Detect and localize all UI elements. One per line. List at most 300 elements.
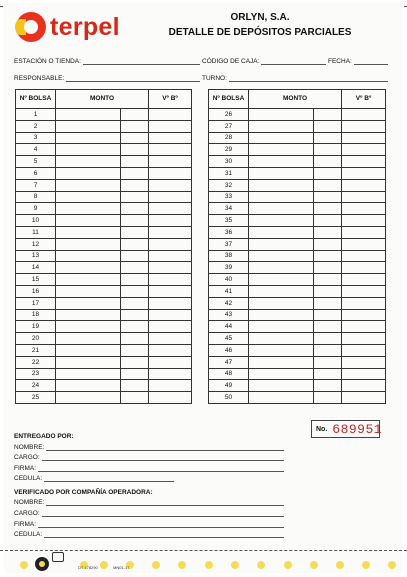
monto-cents-cell[interactable] — [121, 250, 149, 262]
vb-cell[interactable] — [342, 321, 386, 333]
table-row — [209, 368, 386, 380]
bolsa-number: 8 — [16, 191, 56, 203]
monto-cents-cell[interactable] — [314, 392, 342, 404]
binding-hole — [284, 561, 292, 569]
bolsa-number: 18 — [16, 309, 56, 321]
monto-cents-cell[interactable] — [314, 191, 342, 203]
monto-cell[interactable] — [249, 191, 314, 203]
monto-cents-cell[interactable] — [121, 344, 149, 356]
bolsa-number: 5 — [16, 156, 56, 168]
bolsa-number: 10 — [16, 215, 56, 227]
table-row — [209, 250, 386, 262]
vb-cell[interactable] — [149, 321, 192, 333]
codigo-caja-label: CÓDIGO DE CAJA: — [202, 58, 260, 65]
table-row — [209, 144, 386, 156]
vb-cell[interactable] — [149, 250, 192, 262]
verificado-cedula-label: CEDULA: — [14, 531, 43, 538]
vb-cell[interactable] — [342, 132, 386, 144]
table-row — [16, 144, 192, 156]
bolsa-number: 35 — [209, 215, 249, 227]
table-row — [16, 167, 192, 179]
monto-cents-cell[interactable] — [314, 132, 342, 144]
monto-cents-cell[interactable] — [121, 321, 149, 333]
verificado-cargo-line — [42, 510, 284, 517]
responsable-field[interactable] — [14, 73, 200, 82]
table-row — [209, 297, 386, 309]
table-row — [16, 215, 192, 227]
responsable-label: RESPONSABLE: — [14, 75, 65, 82]
vb-cell[interactable] — [149, 191, 192, 203]
deposits-table-right — [208, 89, 386, 404]
monto-cents-cell[interactable] — [121, 132, 149, 144]
serial-label: No. — [316, 425, 328, 433]
monto-cell[interactable] — [56, 356, 121, 368]
table-row — [209, 179, 386, 191]
verificado-cargo-field[interactable] — [14, 508, 284, 517]
bolsa-number: 28 — [209, 132, 249, 144]
monto-cell[interactable] — [56, 262, 121, 274]
table-row — [16, 274, 192, 286]
monto-cell[interactable] — [249, 274, 314, 286]
monto-cents-cell[interactable] — [314, 262, 342, 274]
monto-cents-cell[interactable] — [314, 144, 342, 156]
vb-cell[interactable] — [149, 167, 192, 179]
footer-code-1: DT 178290 — [78, 565, 98, 570]
monto-cents-cell[interactable] — [121, 262, 149, 274]
monto-cell[interactable] — [249, 285, 314, 297]
monto-cell[interactable] — [249, 392, 314, 404]
monto-cents-cell[interactable] — [314, 250, 342, 262]
monto-cell[interactable] — [249, 203, 314, 215]
bolsa-number: 1 — [16, 109, 56, 121]
monto-cell[interactable] — [56, 215, 121, 227]
monto-cents-cell[interactable] — [121, 191, 149, 203]
vb-cell[interactable] — [342, 250, 386, 262]
bolsa-number: 47 — [209, 356, 249, 368]
bolsa-number: 50 — [209, 392, 249, 404]
monto-cents-cell[interactable] — [314, 380, 342, 392]
bolsa-number: 41 — [209, 285, 249, 297]
monto-cents-cell[interactable] — [314, 238, 342, 250]
binding-hole — [257, 561, 265, 569]
monto-cents-cell[interactable] — [314, 109, 342, 121]
document-title: DETALLE DE DEPÓSITOS PARCIALES — [168, 27, 352, 38]
monto-cents-cell[interactable] — [121, 309, 149, 321]
table-row — [16, 203, 192, 215]
monto-cents-cell[interactable] — [121, 203, 149, 215]
vb-cell[interactable] — [149, 238, 192, 250]
table-row — [16, 321, 192, 333]
table-row — [209, 120, 386, 132]
monto-cents-cell[interactable] — [314, 226, 342, 238]
monto-cell[interactable] — [249, 226, 314, 238]
verificado-nombre-line — [46, 499, 284, 506]
table-row — [16, 356, 192, 368]
company-name: ORLYN, S.A. — [230, 12, 290, 23]
turno-line — [229, 75, 388, 82]
table-row — [209, 333, 386, 345]
entregado-nombre-field[interactable] — [14, 442, 284, 451]
table-row — [16, 309, 192, 321]
monto-cell[interactable] — [56, 297, 121, 309]
monto-cents-cell[interactable] — [314, 297, 342, 309]
vb-cell[interactable] — [149, 132, 192, 144]
table-row — [209, 191, 386, 203]
serial-number: 689951 — [332, 421, 383, 437]
vb-cell[interactable] — [149, 120, 192, 132]
monto-cell[interactable] — [56, 344, 121, 356]
monto-header: MONTO — [249, 90, 342, 109]
vb-cell[interactable] — [149, 109, 192, 121]
monto-cents-cell[interactable] — [121, 179, 149, 191]
bolsa-number: 11 — [16, 226, 56, 238]
entregado-cedula-label: CEDULA: — [14, 475, 43, 482]
entregado-firma-field[interactable] — [14, 463, 284, 472]
monto-cell[interactable] — [249, 250, 314, 262]
vb-cell[interactable] — [342, 297, 386, 309]
estacion-line — [83, 58, 200, 65]
monto-cell[interactable] — [249, 120, 314, 132]
table-row — [16, 120, 192, 132]
bolsa-number: 37 — [209, 238, 249, 250]
vb-cell[interactable] — [149, 274, 192, 286]
monto-cents-cell[interactable] — [121, 167, 149, 179]
vb-cell[interactable] — [342, 309, 386, 321]
table-row — [209, 285, 386, 297]
table-row — [209, 356, 386, 368]
monto-cents-cell[interactable] — [121, 274, 149, 286]
monto-cents-cell[interactable] — [314, 368, 342, 380]
entregado-cedula-line — [44, 475, 174, 482]
binding-hole — [388, 561, 396, 569]
monto-cell[interactable] — [249, 321, 314, 333]
vb-cell[interactable] — [342, 156, 386, 168]
monto-cell[interactable] — [249, 333, 314, 345]
entregado-nombre-label: NOMBRE: — [14, 444, 45, 451]
table-row — [16, 179, 192, 191]
bolsa-number: 49 — [209, 380, 249, 392]
vb-cell[interactable] — [149, 392, 192, 404]
table-row — [209, 203, 386, 215]
vb-cell[interactable] — [149, 285, 192, 297]
footer-code-2: MN01-17 — [113, 565, 130, 570]
entregado-firma-label: FIRMA: — [14, 465, 37, 472]
table-row — [209, 109, 386, 121]
monto-cell[interactable] — [56, 309, 121, 321]
monto-cell[interactable] — [56, 120, 121, 132]
monto-cell[interactable] — [56, 167, 121, 179]
vb-cell[interactable] — [342, 191, 386, 203]
codigo-caja-field[interactable] — [202, 56, 326, 65]
monto-cents-cell[interactable] — [314, 274, 342, 286]
vb-header: Vº Bº — [149, 90, 192, 109]
entregado-nombre-line — [46, 444, 284, 451]
verificado-nombre-field[interactable] — [14, 497, 284, 506]
monto-cents-cell[interactable] — [121, 120, 149, 132]
vb-cell[interactable] — [342, 380, 386, 392]
turno-field[interactable] — [202, 73, 388, 82]
monto-cell[interactable] — [249, 109, 314, 121]
vb-cell[interactable] — [342, 333, 386, 345]
monto-cell[interactable] — [56, 191, 121, 203]
monto-cell[interactable] — [56, 285, 121, 297]
monto-cents-cell[interactable] — [121, 144, 149, 156]
monto-cell[interactable] — [56, 109, 121, 121]
table-row — [209, 226, 386, 238]
terpel-logo-icon — [16, 12, 46, 42]
vb-cell[interactable] — [342, 203, 386, 215]
monto-cents-cell[interactable] — [314, 309, 342, 321]
monto-cell[interactable] — [249, 344, 314, 356]
monto-cell[interactable] — [249, 380, 314, 392]
monto-cell[interactable] — [249, 215, 314, 227]
vb-cell[interactable] — [342, 344, 386, 356]
monto-cell[interactable] — [56, 144, 121, 156]
monto-cents-cell[interactable] — [314, 167, 342, 179]
monto-cents-cell[interactable] — [121, 392, 149, 404]
table-row — [16, 285, 192, 297]
vb-cell[interactable] — [149, 215, 192, 227]
table-row — [209, 392, 386, 404]
monto-cents-cell[interactable] — [314, 321, 342, 333]
bolsa-number: 48 — [209, 368, 249, 380]
vb-cell[interactable] — [342, 274, 386, 286]
bolsa-number: 14 — [16, 262, 56, 274]
verificado-cedula-line — [44, 531, 284, 538]
serial-number-box — [311, 420, 383, 438]
monto-cell[interactable] — [249, 167, 314, 179]
monto-cell[interactable] — [56, 226, 121, 238]
monto-cents-cell[interactable] — [314, 156, 342, 168]
vb-cell[interactable] — [149, 156, 192, 168]
table-row — [16, 226, 192, 238]
table-row — [209, 238, 386, 250]
binding-hole — [336, 561, 344, 569]
monto-cents-cell[interactable] — [121, 215, 149, 227]
table-row — [16, 238, 192, 250]
vb-cell[interactable] — [149, 309, 192, 321]
monto-cell[interactable] — [56, 321, 121, 333]
recycle-icon — [52, 552, 64, 562]
monto-cell[interactable] — [56, 132, 121, 144]
vb-cell[interactable] — [342, 392, 386, 404]
monto-cell[interactable] — [56, 274, 121, 286]
vb-cell[interactable] — [149, 144, 192, 156]
monto-cell[interactable] — [249, 132, 314, 144]
monto-cents-cell[interactable] — [314, 203, 342, 215]
table-row — [209, 380, 386, 392]
estacion-field[interactable] — [14, 56, 200, 65]
bolsa-number: 42 — [209, 297, 249, 309]
monto-cents-cell[interactable] — [314, 356, 342, 368]
bolsa-number: 33 — [209, 191, 249, 203]
table-row — [16, 191, 192, 203]
bolsa-number: 6 — [16, 167, 56, 179]
bolsa-number: 31 — [209, 167, 249, 179]
vb-cell[interactable] — [342, 167, 386, 179]
verificado-cargo-label: CARGO: — [14, 510, 40, 517]
table-row — [16, 297, 192, 309]
deposits-table-left — [15, 89, 192, 404]
table-row — [209, 215, 386, 227]
monto-cents-cell[interactable] — [121, 356, 149, 368]
turno-label: TURNO: — [202, 75, 227, 82]
fecha-field[interactable] — [328, 56, 388, 65]
monto-cents-cell[interactable] — [121, 333, 149, 345]
entregado-cedula-field[interactable] — [14, 473, 174, 482]
bolsa-number: 46 — [209, 344, 249, 356]
monto-cell[interactable] — [249, 156, 314, 168]
table-row — [16, 380, 192, 392]
estacion-label: ESTACIÓN O TIENDA: — [14, 58, 81, 65]
table-row — [209, 344, 386, 356]
vb-cell[interactable] — [342, 356, 386, 368]
table-row — [16, 156, 192, 168]
bolsa-number: 36 — [209, 226, 249, 238]
bolsa-number: 32 — [209, 179, 249, 191]
bolsa-header: Nº BOLSA — [209, 90, 249, 109]
vb-cell[interactable] — [342, 262, 386, 274]
bolsa-number: 30 — [209, 156, 249, 168]
vb-cell[interactable] — [149, 226, 192, 238]
table-row — [209, 167, 386, 179]
table-row — [16, 109, 192, 121]
table-row — [209, 132, 386, 144]
bolsa-number: 39 — [209, 262, 249, 274]
vb-cell[interactable] — [149, 368, 192, 380]
verificado-firma-field[interactable] — [14, 519, 284, 528]
binding-hole — [152, 561, 160, 569]
monto-cents-cell[interactable] — [121, 226, 149, 238]
bolsa-number: 40 — [209, 274, 249, 286]
monto-cell[interactable] — [56, 156, 121, 168]
bolsa-number: 25 — [16, 392, 56, 404]
vb-cell[interactable] — [149, 203, 192, 215]
bolsa-number: 7 — [16, 179, 56, 191]
monto-cell[interactable] — [249, 297, 314, 309]
monto-cents-cell[interactable] — [314, 215, 342, 227]
responsable-line — [66, 75, 200, 82]
monto-cell[interactable] — [56, 179, 121, 191]
vb-cell[interactable] — [342, 215, 386, 227]
binding-hole — [231, 561, 239, 569]
vb-cell[interactable] — [342, 109, 386, 121]
monto-cell[interactable] — [56, 392, 121, 404]
vb-cell[interactable] — [149, 333, 192, 345]
bolsa-number: 38 — [209, 250, 249, 262]
table-row — [16, 132, 192, 144]
monto-header: MONTO — [56, 90, 149, 109]
entregado-cargo-field[interactable] — [14, 452, 284, 461]
entregado-firma-line — [38, 465, 284, 472]
monto-cell[interactable] — [56, 368, 121, 380]
table-row — [16, 344, 192, 356]
monto-cents-cell[interactable] — [314, 179, 342, 191]
vb-cell[interactable] — [149, 380, 192, 392]
binding-hole — [362, 561, 370, 569]
monto-cents-cell[interactable] — [121, 297, 149, 309]
vb-cell[interactable] — [149, 356, 192, 368]
monto-cell[interactable] — [249, 238, 314, 250]
bolsa-number: 13 — [16, 250, 56, 262]
monto-cell[interactable] — [249, 368, 314, 380]
monto-cell[interactable] — [249, 262, 314, 274]
bolsa-number: 44 — [209, 321, 249, 333]
bolsa-number: 17 — [16, 297, 56, 309]
printer-seal-icon — [35, 557, 49, 571]
verificado-nombre-label: NOMBRE: — [14, 499, 45, 506]
vb-cell[interactable] — [342, 368, 386, 380]
table-row — [209, 262, 386, 274]
bolsa-number: 22 — [16, 356, 56, 368]
monto-cell[interactable] — [249, 144, 314, 156]
bolsa-number: 4 — [16, 144, 56, 156]
vb-cell[interactable] — [342, 226, 386, 238]
vb-header: Vº Bº — [342, 90, 386, 109]
monto-cents-cell[interactable] — [121, 109, 149, 121]
binding-hole — [310, 561, 318, 569]
monto-cell[interactable] — [56, 333, 121, 345]
monto-cell[interactable] — [249, 309, 314, 321]
vb-cell[interactable] — [342, 144, 386, 156]
monto-cell[interactable] — [56, 203, 121, 215]
verificado-firma-label: FIRMA: — [14, 521, 37, 528]
monto-cents-cell[interactable] — [121, 156, 149, 168]
vb-cell[interactable] — [149, 262, 192, 274]
monto-cents-cell[interactable] — [314, 285, 342, 297]
monto-cents-cell[interactable] — [121, 285, 149, 297]
table-row — [16, 333, 192, 345]
vb-cell[interactable] — [149, 344, 192, 356]
monto-cell[interactable] — [249, 356, 314, 368]
table-row — [16, 250, 192, 262]
monto-cents-cell[interactable] — [314, 344, 342, 356]
bolsa-number: 3 — [16, 132, 56, 144]
monto-cents-cell[interactable] — [121, 380, 149, 392]
vb-cell[interactable] — [342, 179, 386, 191]
monto-cell[interactable] — [56, 250, 121, 262]
vb-cell[interactable] — [342, 285, 386, 297]
fecha-line — [354, 58, 388, 65]
monto-cell[interactable] — [249, 179, 314, 191]
monto-cell[interactable] — [56, 238, 121, 250]
vb-cell[interactable] — [342, 120, 386, 132]
table-row — [209, 274, 386, 286]
entregado-cargo-label: CARGO: — [14, 454, 40, 461]
binding-hole — [20, 561, 28, 569]
monto-cents-cell[interactable] — [121, 238, 149, 250]
bolsa-number: 19 — [16, 321, 56, 333]
bolsa-number: 2 — [16, 120, 56, 132]
table-row — [16, 392, 192, 404]
monto-cents-cell[interactable] — [314, 120, 342, 132]
monto-cell[interactable] — [56, 380, 121, 392]
monto-cents-cell[interactable] — [121, 368, 149, 380]
vb-cell[interactable] — [149, 297, 192, 309]
bolsa-number: 9 — [16, 203, 56, 215]
entregado-title: ENTREGADO POR: — [14, 433, 74, 440]
verificado-cedula-field[interactable] — [14, 529, 284, 538]
table-row — [16, 368, 192, 380]
entregado-cargo-line — [42, 454, 284, 461]
bolsa-number: 43 — [209, 309, 249, 321]
bolsa-number: 26 — [209, 109, 249, 121]
bolsa-number: 21 — [16, 344, 56, 356]
monto-cents-cell[interactable] — [314, 333, 342, 345]
bolsa-number: 12 — [16, 238, 56, 250]
vb-cell[interactable] — [342, 238, 386, 250]
vb-cell[interactable] — [149, 179, 192, 191]
